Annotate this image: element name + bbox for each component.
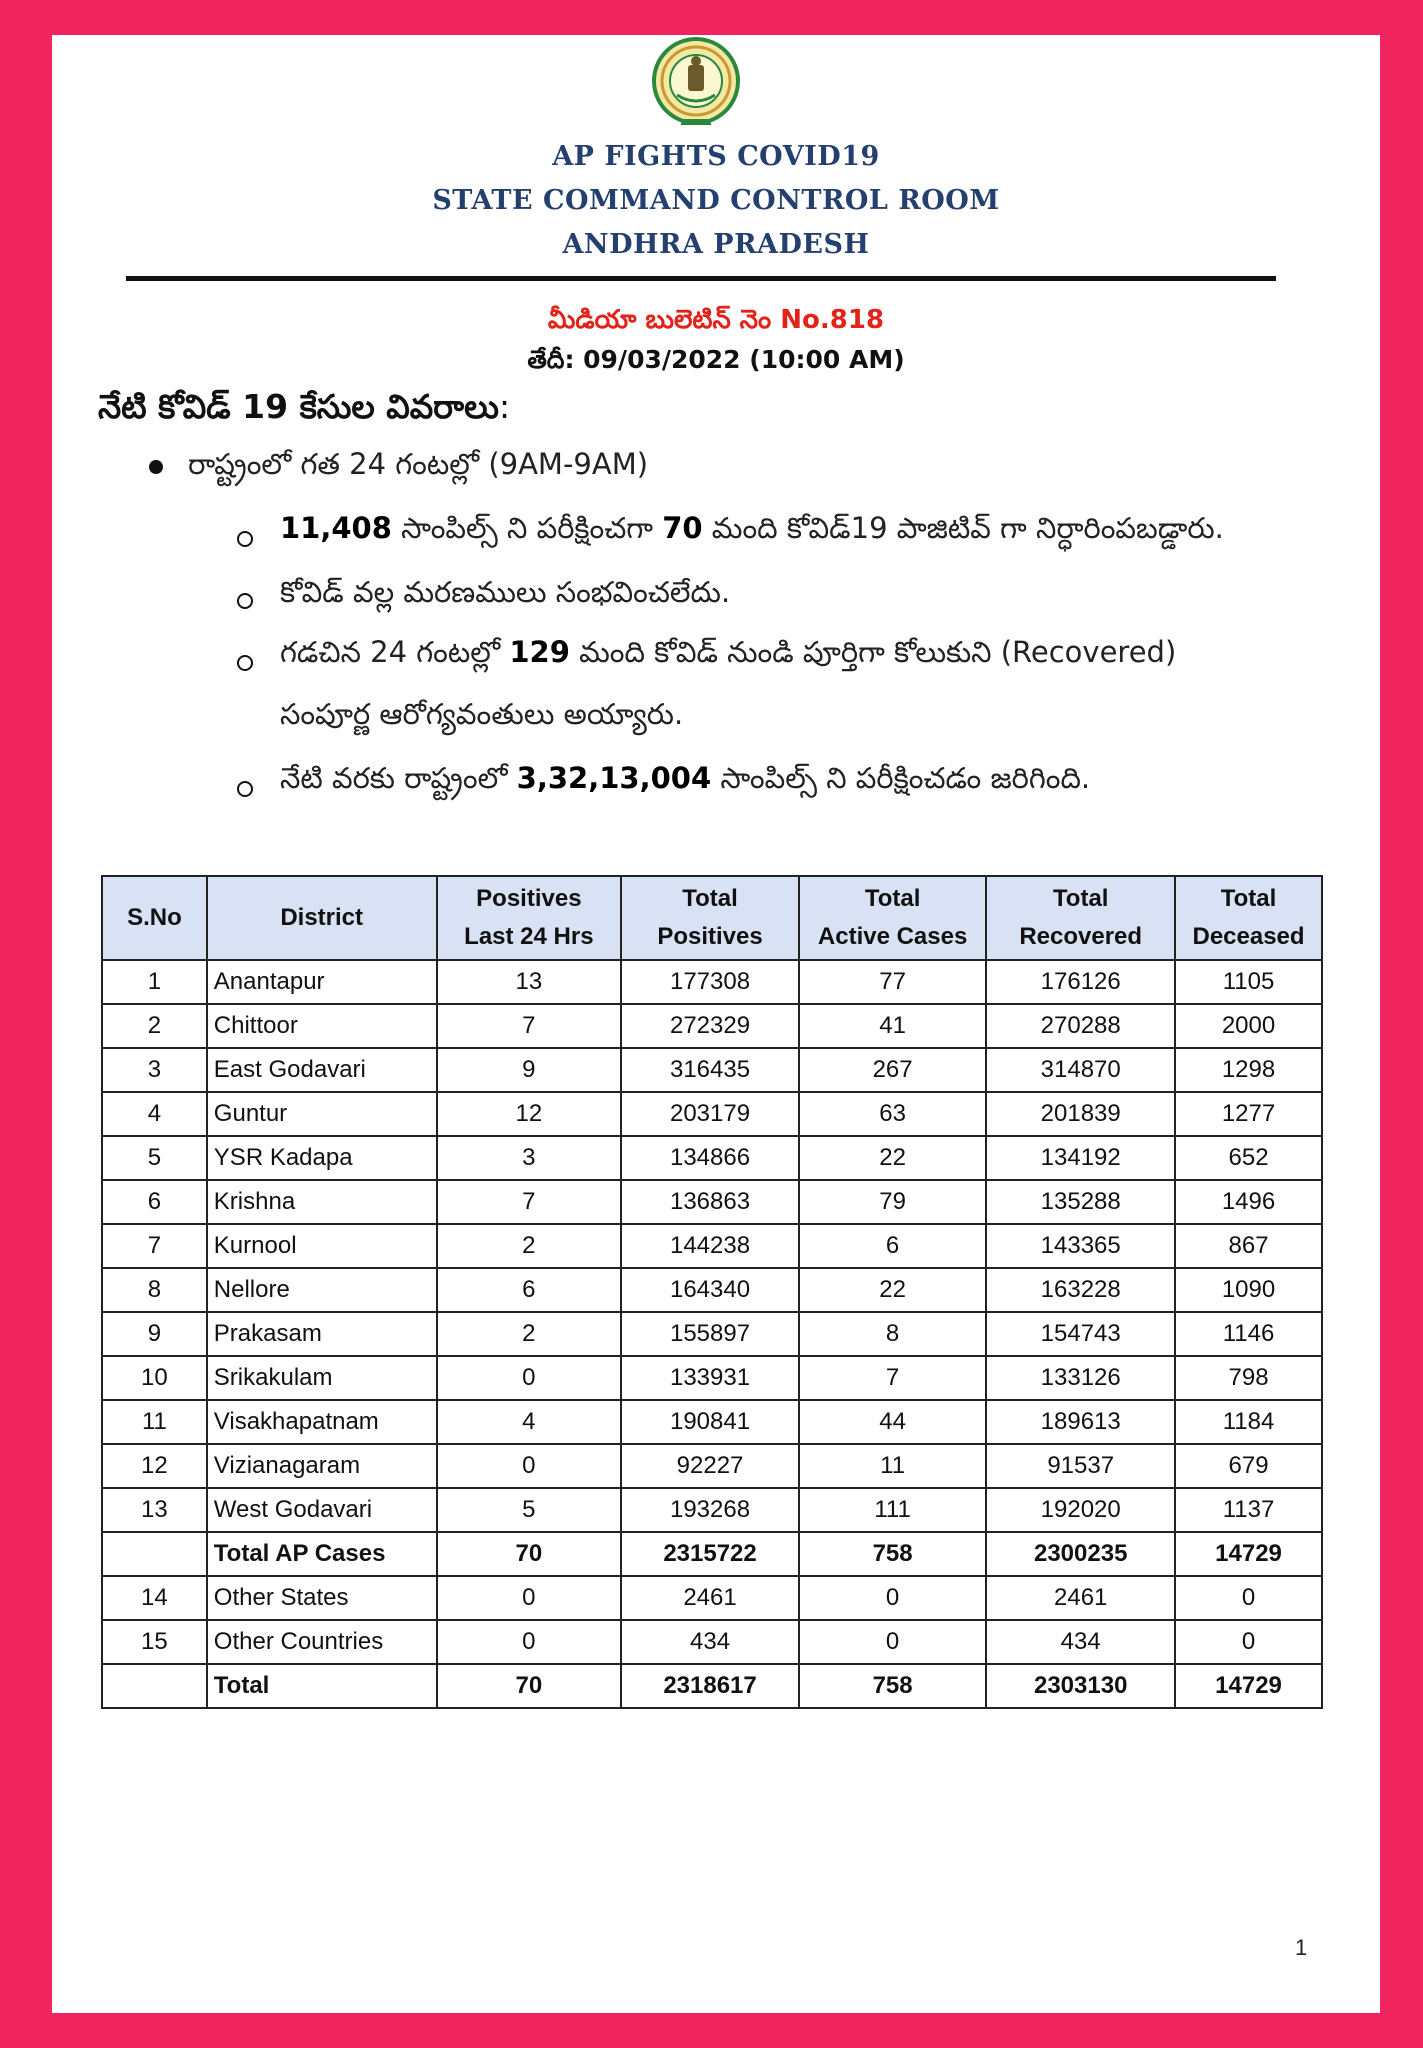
- column-header: S.No: [102, 876, 207, 960]
- table-cell: 22: [799, 1268, 986, 1312]
- column-header: District: [207, 876, 437, 960]
- column-header: Total Deceased: [1175, 876, 1322, 960]
- section-heading: నేటి కోవిడ్ 19 కేసుల వివరాలు:: [98, 387, 511, 426]
- table-cell: 758: [799, 1664, 986, 1708]
- table-cell: 2318617: [621, 1664, 799, 1708]
- table-cell: 193268: [621, 1488, 799, 1532]
- table-cell: 164340: [621, 1268, 799, 1312]
- org-title-line1: AP FIGHTS COVID19: [552, 141, 880, 172]
- bullet-text: రాష్ట్రంలో గత 24 గంటల్లో (9AM-9AM): [188, 447, 649, 481]
- table-cell: 2000: [1175, 1004, 1322, 1048]
- circle-bullet-icon: [237, 531, 253, 547]
- table-cell: 2: [102, 1004, 207, 1048]
- table-row: [102, 1532, 1322, 1576]
- table-cell: 177308: [621, 960, 799, 1004]
- table-cell: 10: [102, 1356, 207, 1400]
- table-cell: [102, 1532, 207, 1576]
- table-cell: 144238: [621, 1224, 799, 1268]
- table-cell: 15: [102, 1620, 207, 1664]
- table-cell: 0: [437, 1576, 622, 1620]
- table-row: [102, 1356, 1322, 1400]
- table-cell: 4: [102, 1092, 207, 1136]
- table-cell: 70: [437, 1532, 622, 1576]
- table-cell: 270288: [986, 1004, 1175, 1048]
- bulletin-date: తేదీ: 09/03/2022 (10:00 AM): [527, 345, 905, 374]
- table-cell: 134192: [986, 1136, 1175, 1180]
- table-cell: 7: [102, 1224, 207, 1268]
- column-header: Total Recovered: [986, 876, 1175, 960]
- table-cell: 133126: [986, 1356, 1175, 1400]
- table-cell: 1277: [1175, 1092, 1322, 1136]
- table-cell: 1298: [1175, 1048, 1322, 1092]
- table-cell: 13: [102, 1488, 207, 1532]
- table-cell: 434: [986, 1620, 1175, 1664]
- column-header: Positives Last 24 Hrs: [437, 876, 622, 960]
- table-cell: 41: [799, 1004, 986, 1048]
- table-cell: 7: [437, 1004, 622, 1048]
- table-cell: 3: [102, 1048, 207, 1092]
- table-row: [102, 1136, 1322, 1180]
- table-cell: 5: [437, 1488, 622, 1532]
- table-row: [102, 1576, 1322, 1620]
- sub-item-samples-tested: 11,408 సాంపిల్స్ ని పరీక్షించగా 70 మంది కోవిడ్19 పాజిటివ్ గా నిర్ధారింపబడ్డారు.: [280, 511, 1224, 545]
- table-cell: 0: [799, 1576, 986, 1620]
- district-name-cell: Krishna: [207, 1180, 437, 1224]
- table-cell: 14729: [1175, 1532, 1322, 1576]
- table-cell: 8: [102, 1268, 207, 1312]
- header-divider: [126, 276, 1276, 281]
- table-cell: 2461: [986, 1576, 1175, 1620]
- table-cell: 0: [437, 1356, 622, 1400]
- table-cell: 267: [799, 1048, 986, 1092]
- table-cell: 8: [799, 1312, 986, 1356]
- table-row: [102, 1312, 1322, 1356]
- table-cell: 2: [437, 1312, 622, 1356]
- table-cell: 63: [799, 1092, 986, 1136]
- table-cell: 1496: [1175, 1180, 1322, 1224]
- table-cell: 0: [1175, 1620, 1322, 1664]
- table-cell: 143365: [986, 1224, 1175, 1268]
- table-cell: 7: [799, 1356, 986, 1400]
- table-cell: 9: [437, 1048, 622, 1092]
- table-cell: 13: [437, 960, 622, 1004]
- table-cell: 176126: [986, 960, 1175, 1004]
- table-cell: 5: [102, 1136, 207, 1180]
- table-cell: 434: [621, 1620, 799, 1664]
- district-name-cell: East Godavari: [207, 1048, 437, 1092]
- ap-state-emblem: [647, 37, 745, 129]
- district-name-cell: West Godavari: [207, 1488, 437, 1532]
- page-number: 1: [1295, 1935, 1308, 1960]
- table-cell: [102, 1664, 207, 1708]
- table-cell: 679: [1175, 1444, 1322, 1488]
- district-name-cell: YSR Kadapa: [207, 1136, 437, 1180]
- table-row: [102, 1664, 1322, 1708]
- table-cell: 201839: [986, 1092, 1175, 1136]
- table-cell: 2300235: [986, 1532, 1175, 1576]
- table-cell: 1090: [1175, 1268, 1322, 1312]
- table-cell: 1137: [1175, 1488, 1322, 1532]
- district-name-cell: Chittoor: [207, 1004, 437, 1048]
- table-cell: 867: [1175, 1224, 1322, 1268]
- table-cell: 9: [102, 1312, 207, 1356]
- table-header-row: [102, 876, 1322, 960]
- table-cell: 136863: [621, 1180, 799, 1224]
- table-cell: 1146: [1175, 1312, 1322, 1356]
- table-cell: 1105: [1175, 960, 1322, 1004]
- table-cell: 652: [1175, 1136, 1322, 1180]
- table-row: [102, 1620, 1322, 1664]
- org-title-line3: ANDHRA PRADESH: [562, 229, 870, 260]
- table-cell: 4: [437, 1400, 622, 1444]
- table-row: [102, 1224, 1322, 1268]
- table-cell: 2461: [621, 1576, 799, 1620]
- sub-item-recovered-line2: సంపూర్ణ ఆరోగ్యవంతులు అయ్యారు.: [280, 697, 684, 731]
- table-cell: 91537: [986, 1444, 1175, 1488]
- table-cell: 6: [437, 1268, 622, 1312]
- column-header: Total Positives: [621, 876, 799, 960]
- table-cell: 111: [799, 1488, 986, 1532]
- table-cell: 189613: [986, 1400, 1175, 1444]
- table-cell: 11: [799, 1444, 986, 1488]
- table-row: [102, 1444, 1322, 1488]
- district-name-cell: Nellore: [207, 1268, 437, 1312]
- table-cell: 77: [799, 960, 986, 1004]
- district-cases-table: [101, 875, 1323, 1709]
- table-cell: 7: [437, 1180, 622, 1224]
- circle-bullet-icon: [237, 781, 253, 797]
- table-cell: 272329: [621, 1004, 799, 1048]
- table-cell: 70: [437, 1664, 622, 1708]
- table-cell: 79: [799, 1180, 986, 1224]
- table-body: [102, 960, 1322, 1708]
- table-cell: 798: [1175, 1356, 1322, 1400]
- sub-item-total-samples: నేటి వరకు రాష్ట్రంలో 3,32,13,004 సాంపిల్స్ ని పరీక్షించడం జరిగింది.: [280, 761, 1091, 795]
- table-row: [102, 1488, 1322, 1532]
- table-cell: 44: [799, 1400, 986, 1444]
- circle-bullet-icon: [237, 655, 253, 671]
- table-cell: 6: [799, 1224, 986, 1268]
- district-name-cell: Kurnool: [207, 1224, 437, 1268]
- table-cell: 0: [799, 1620, 986, 1664]
- table-cell: 3: [437, 1136, 622, 1180]
- table-cell: 1184: [1175, 1400, 1322, 1444]
- table-cell: 758: [799, 1532, 986, 1576]
- table-cell: 316435: [621, 1048, 799, 1092]
- table-cell: 192020: [986, 1488, 1175, 1532]
- table-cell: 22: [799, 1136, 986, 1180]
- table-cell: 154743: [986, 1312, 1175, 1356]
- org-title-line2: STATE COMMAND CONTROL ROOM: [432, 185, 1000, 216]
- table-cell: 314870: [986, 1048, 1175, 1092]
- table-cell: 11: [102, 1400, 207, 1444]
- table-row: [102, 1268, 1322, 1312]
- district-name-cell: Guntur: [207, 1092, 437, 1136]
- table-row: [102, 960, 1322, 1004]
- table-row: [102, 1048, 1322, 1092]
- table-cell: 12: [437, 1092, 622, 1136]
- table-row: [102, 1092, 1322, 1136]
- table-cell: 0: [437, 1620, 622, 1664]
- table-cell: 2: [437, 1224, 622, 1268]
- table-cell: 14: [102, 1576, 207, 1620]
- table-cell: 155897: [621, 1312, 799, 1356]
- table-cell: 203179: [621, 1092, 799, 1136]
- district-name-cell: Other States: [207, 1576, 437, 1620]
- table-cell: 92227: [621, 1444, 799, 1488]
- table-cell: 1: [102, 960, 207, 1004]
- district-name-cell: Visakhapatnam: [207, 1400, 437, 1444]
- table-cell: 0: [1175, 1576, 1322, 1620]
- table-cell: 12: [102, 1444, 207, 1488]
- table-cell: 135288: [986, 1180, 1175, 1224]
- bullet-dot-icon: [149, 460, 163, 474]
- table-row: [102, 1180, 1322, 1224]
- sub-item-no-deaths: కోవిడ్ వల్ల మరణములు సంభవించలేదు.: [280, 575, 731, 609]
- table-cell: 134866: [621, 1136, 799, 1180]
- table-cell: 190841: [621, 1400, 799, 1444]
- bulletin-page: [52, 35, 1380, 2013]
- table-row: [102, 1004, 1322, 1048]
- column-header: Total Active Cases: [799, 876, 986, 960]
- table-cell: 0: [437, 1444, 622, 1488]
- table-cell: 14729: [1175, 1664, 1322, 1708]
- circle-bullet-icon: [237, 593, 253, 609]
- bulletin-number: మీడియా బులెటిన్ నెం No.818: [547, 305, 885, 335]
- district-name-cell: Total AP Cases: [207, 1532, 437, 1576]
- table-cell: 163228: [986, 1268, 1175, 1312]
- table-cell: 6: [102, 1180, 207, 1224]
- district-name-cell: Srikakulam: [207, 1356, 437, 1400]
- district-name-cell: Other Countries: [207, 1620, 437, 1664]
- table-cell: 133931: [621, 1356, 799, 1400]
- sub-item-recovered: గడచిన 24 గంటల్లో 129 మంది కోవిడ్ నుండి పూర్తిగా కోలుకుని (Recovered): [280, 635, 1177, 669]
- table-cell: 2315722: [621, 1532, 799, 1576]
- district-name-cell: Anantapur: [207, 960, 437, 1004]
- district-name-cell: Total: [207, 1664, 437, 1708]
- district-name-cell: Prakasam: [207, 1312, 437, 1356]
- table-row: [102, 1400, 1322, 1444]
- district-name-cell: Vizianagaram: [207, 1444, 437, 1488]
- table-cell: 2303130: [986, 1664, 1175, 1708]
